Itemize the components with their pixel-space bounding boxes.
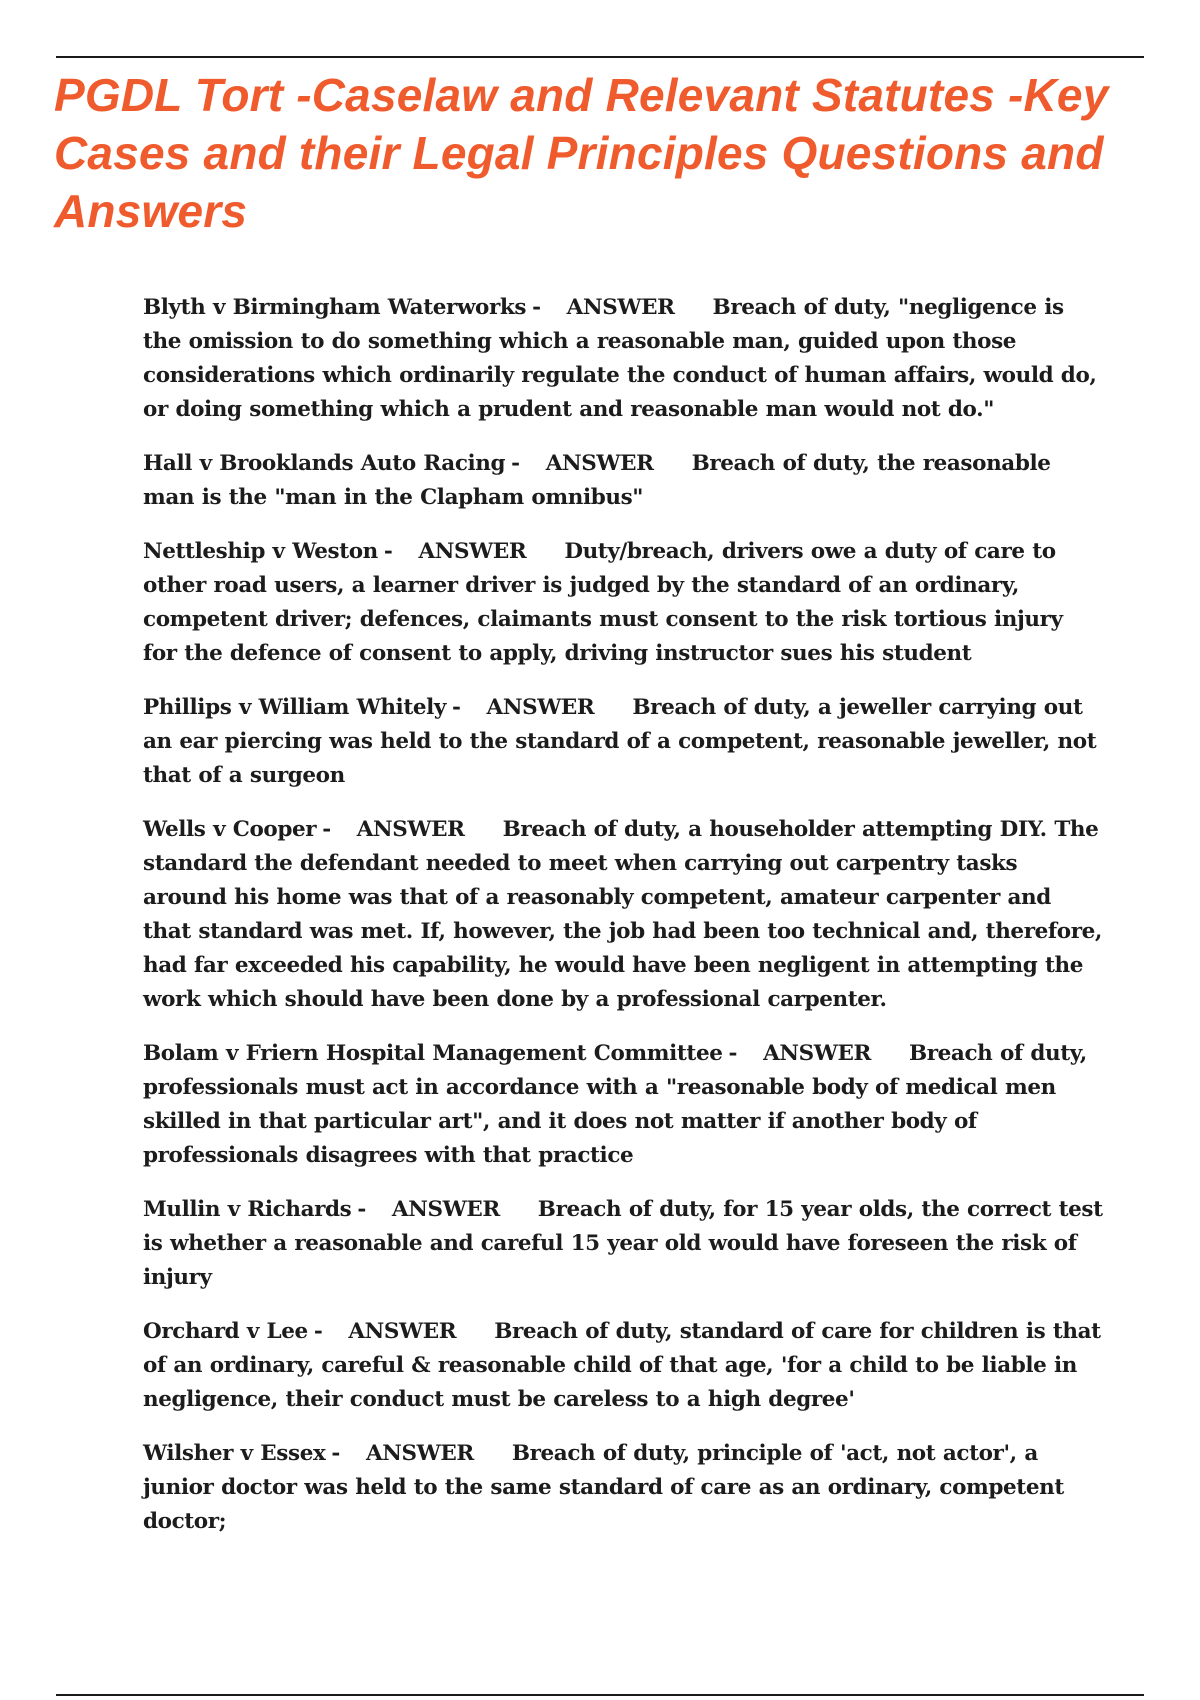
case-name: Wilsher v Essex [143,1441,326,1466]
separator: - [383,539,393,564]
answer-label: ANSWER [545,451,654,476]
case-name: Blyth v Birmingham Waterworks [143,295,527,320]
qa-entry [143,813,1103,1017]
case-name: Orchard v Lee [143,1319,308,1344]
answer-label: ANSWER [418,539,527,564]
answer-text: Breach of duty, principle of 'act, not actor', a junior doctor was held to the same standard of care as an ordinary, competent doctor; [143,1441,1064,1534]
separator: - [357,1197,366,1222]
answer-text: Breach of duty, for 15 year olds, the correct test is whether a reasonable and careful 15 year old would have foreseen the risk of injury [143,1197,1103,1290]
qa-entry [143,691,1103,793]
answer-text: Breach of duty, a householder attempting DIY. The standard the defendant needed to meet when carrying out carpentry tasks around his home was that of a reasonably competent, amateur carpenter and that standard was met. If, however, the job had been too technical and, therefore, had far exceeded his capability, he would have been negligent in attempting the work which should have been done by a professional carpenter. [143,817,1102,1012]
answer-label: ANSWER [391,1197,500,1222]
qa-entry [143,1193,1103,1295]
answer-label: ANSWER [763,1041,871,1066]
qa-entry [143,1315,1103,1417]
top-rule [56,56,1144,58]
answer-text: Duty/breach, drivers owe a duty of care to other road users, a learner driver is judged by the standard of an ordinary, competent driver; defences, claimants must consent to the risk tortious injury for the defence of consent to apply, driving instructor sues his student [143,539,1063,666]
answer-text: Breach of duty, a jeweller carrying out an ear piercing was held to the standard of a competent, reasonable jeweller, not that of a surgeon [143,695,1097,788]
case-name: Hall v Brooklands Auto Racing [143,451,506,476]
answer-label: ANSWER [486,695,595,720]
case-name: Bolam v Friern Hospital Management Committee [143,1041,723,1066]
separator: - [452,695,461,720]
separator: - [313,1319,323,1344]
answer-text: Breach of duty, professionals must act in accordance with a "reasonable body of medical men skilled in that particular art", and it does not matter if another body of professionals disagrees with that practice [143,1041,1087,1168]
answer-label: ANSWER [566,295,675,320]
case-name: Wells v Cooper [143,817,317,842]
case-name: Mullin v Richards [143,1197,352,1222]
qa-entry [143,535,1103,671]
bottom-rule [56,1694,1144,1696]
separator: - [532,295,541,320]
separator: - [511,451,520,476]
answer-text: Breach of duty, "negligence is the omission to do something which a reasonable man, guided upon those considerations which ordinarily regulate the conduct of human affairs, would do, or doing something which a prudent and reasonable man would not do." [143,295,1097,422]
answer-label: ANSWER [365,1441,474,1466]
answer-text: Breach of duty, the reasonable man is the "man in the Clapham omnibus" [143,451,1051,510]
separator: - [331,1441,340,1466]
case-name: Phillips v William Whitely [143,695,446,720]
qa-list [143,291,1103,1559]
qa-entry [143,291,1103,427]
separator: - [728,1041,738,1066]
answer-label: ANSWER [356,817,465,842]
qa-entry [143,1037,1103,1173]
page-title: PGDL Tort -Caselaw and Relevant Statutes -Key Cases and their Legal Principles Questions and Answers [54,69,1109,237]
case-name: Nettleship v Weston [143,539,378,564]
answer-label: ANSWER [348,1319,457,1344]
separator: - [322,817,331,842]
qa-entry [143,1437,1103,1539]
answer-text: Breach of duty, standard of care for children is that of an ordinary, careful & reasonable child of that age, 'for a child to be liable in negligence, their conduct must be careless to a high degree' [143,1319,1101,1412]
qa-entry [143,447,1103,515]
